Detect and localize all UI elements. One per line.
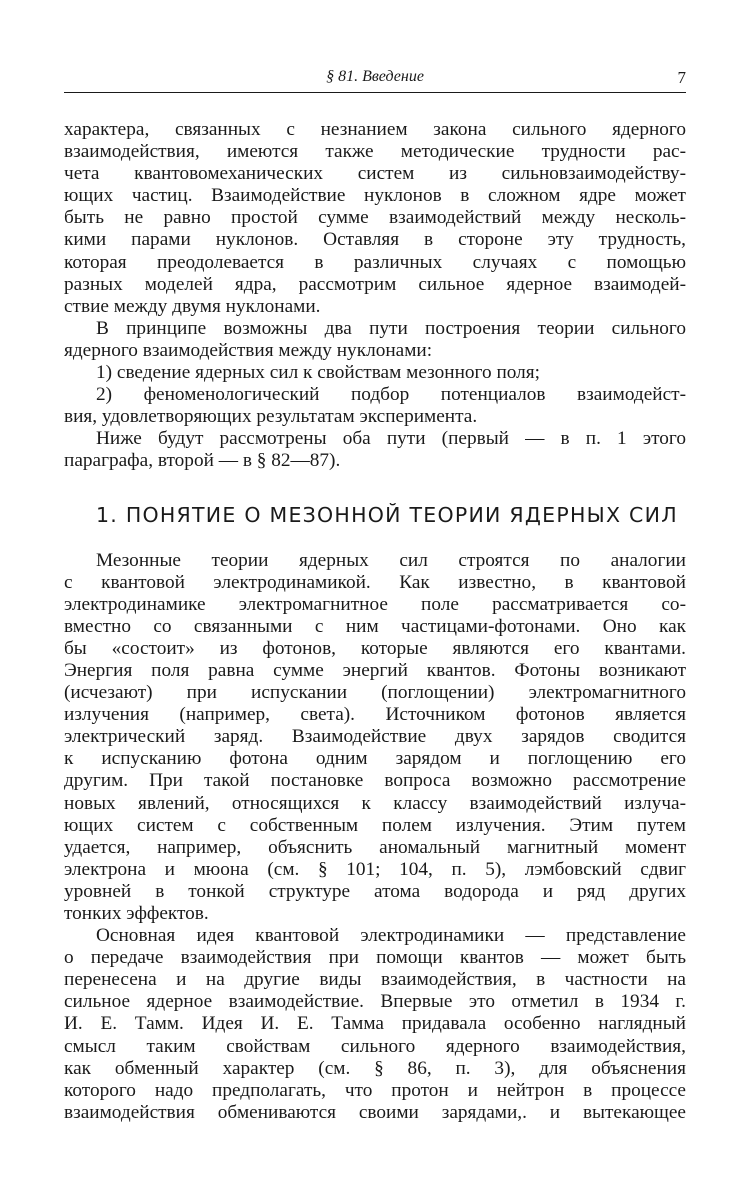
text-line: быть не равно простой сумме взаимодействий между несколь- — [64, 207, 686, 229]
text-line: другим. При такой постановке вопроса возможно рассмотрение — [64, 770, 686, 792]
text-line: параграфа, второй — в § 82—87). — [64, 450, 341, 472]
text-line: ствие между двумя нуклонами. — [64, 295, 321, 317]
text-line: новых явлений, относящихся к классу взаимодействий излуча- — [64, 792, 686, 814]
text-line: 2) феноменологический подбор потенциалов взаимодейст- — [96, 384, 686, 406]
text-line: Ниже будут рассмотрены оба пути (первый — в п. 1 этого — [96, 428, 686, 450]
text-line: электрона и мюона (см. § 101; 104, п. 5), лэмбовский сдвиг — [64, 858, 686, 880]
paragraph — [64, 550, 686, 926]
text-line: И. Е. Тамм. Идея И. Е. Тамма придавала особенно наглядный — [64, 1013, 686, 1035]
text-line: Энергия поля равна сумме энергий квантов. Фотоны возникают — [64, 659, 686, 681]
text-line: которого надо предполагать, что протон и нейтрон в процессе — [64, 1079, 686, 1101]
text-line: смысл таким свойствам сильного ядерного взаимодействия, — [64, 1035, 686, 1057]
body-text — [64, 119, 686, 1124]
text-line: сильное ядерное взаимодействие. Впервые это отметил в 1934 г. — [64, 991, 686, 1013]
text-line: ющих систем с собственным полем излучения. Этим путем — [64, 814, 686, 836]
text-line: вместно со связанными с ним частицами-фотонами. Оно как — [64, 615, 686, 637]
text-line: чета квантовомеханических систем из сильновзаимодейству- — [64, 163, 686, 185]
text-line: которая преодолевается в различных случаях с помощью — [64, 251, 686, 273]
text-line: (исчезают) при испускании (поглощении) электромагнитного — [64, 682, 686, 704]
text-line: вия, удовлетворяющих результатам эксперимента. — [64, 406, 478, 428]
text-line: перенесена и на другие виды взаимодействия, в частности на — [64, 969, 686, 991]
text-line: Мезонные теории ядерных сил строятся по аналогии — [96, 549, 686, 571]
text-line: кими парами нуклонов. Оставляя в стороне эту трудность, — [64, 229, 686, 251]
book-page — [64, 62, 686, 1124]
text-line: взаимодействия, имеются также методические трудности рас- — [64, 141, 686, 163]
text-line: Основная идея квантовой электродинамики — представление — [96, 925, 686, 947]
text-line: взаимодействия обмениваются своими зарядами,. и вытекающее — [64, 1101, 686, 1123]
text-line: о передаче взаимодействия при помощи квантов — может быть — [64, 947, 686, 969]
text-line: как обменный характер (см. § 86, п. 3), для объяснения — [64, 1057, 686, 1079]
text-line: уровней в тонкой структуре атома водорода и ряд других — [64, 880, 686, 902]
text-line: тонких эффектов. — [64, 903, 209, 924]
text-line: электродинамике электромагнитное поле рассматривается со- — [64, 593, 686, 615]
running-title: § 81. Введение — [326, 68, 424, 85]
text-line: с квантовой электродинамикой. Как известно, в квантовой — [64, 571, 686, 593]
running-header — [64, 62, 686, 93]
paragraph — [64, 428, 686, 472]
text-line: к испусканию фотона одним зарядом и поглощению его — [64, 748, 686, 770]
text-line: 1) сведение ядерных сил к свойствам мезонного поля; — [96, 362, 540, 384]
text-line: удается, например, объяснить аномальный магнитный момент — [64, 836, 686, 858]
paragraph — [64, 119, 686, 318]
text-line: характера, связанных с незнанием закона сильного ядерного — [64, 119, 686, 140]
text-line: излучения (например, света). Источником фотонов является — [64, 704, 686, 726]
page-number: 7 — [677, 68, 686, 87]
text-line: ядерного взаимодействия между нуклонами: — [64, 339, 433, 361]
paragraph — [64, 318, 686, 362]
list-item — [64, 362, 686, 384]
text-line: разных моделей ядра, рассмотрим сильное ядерное взаимодей- — [64, 273, 686, 295]
text-line: ющих частиц. Взаимодействие нуклонов в сложном ядре может — [64, 185, 686, 207]
section-heading: 1. ПОНЯТИЕ О МЕЗОННОЙ ТЕОРИИ ЯДЕРНЫХ СИЛ — [96, 502, 678, 527]
text-line: В принципе возможны два пути построения теории сильного — [96, 317, 686, 339]
text-line: электрический заряд. Взаимодействие двух зарядов сводится — [64, 726, 686, 748]
paragraph — [64, 925, 686, 1124]
list-item — [64, 384, 686, 428]
text-line: бы «состоит» из фотонов, которые являются его квантами. — [64, 637, 686, 659]
